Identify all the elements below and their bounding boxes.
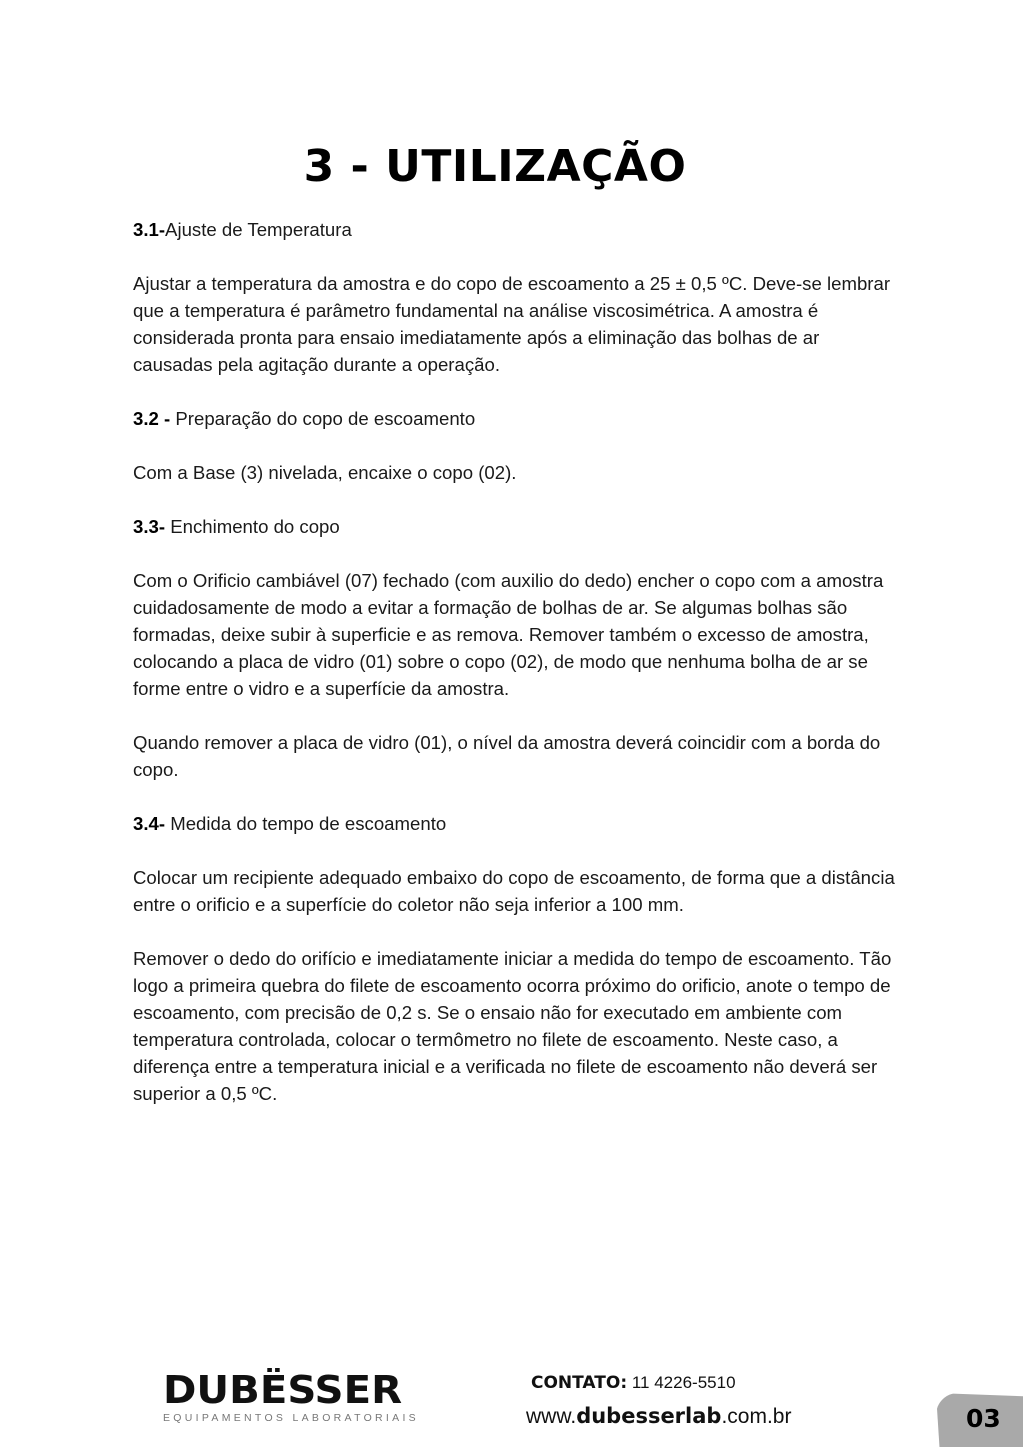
section-title: Enchimento do copo [170, 516, 340, 537]
paragraph: Colocar um recipiente adequado embaixo do copo de escoamento, de forma que a distância entre o orificio e a superfície do coletor não seja inferior a 100 mm. [133, 867, 895, 915]
contact-phone: 11 4226-5510 [631, 1373, 736, 1392]
section-title: Medida do tempo de escoamento [170, 813, 447, 834]
section-title: Preparação do copo de escoamento [175, 408, 476, 429]
section-heading-3-2 [133, 405, 903, 432]
section-heading-3-1 [133, 216, 903, 243]
company-logo [163, 1368, 419, 1424]
section-number: 3.4- [133, 813, 166, 834]
section-heading-3-3 [133, 513, 903, 540]
document-body [133, 216, 903, 1134]
section-heading-3-4 [133, 810, 903, 837]
section-number: 3.2 - [133, 408, 171, 429]
website-domain: dubesserlab [576, 1404, 722, 1428]
contact-info [531, 1373, 736, 1393]
paragraph: Quando remover a placa de vidro (01), o nível da amostra deverá coincidir com a borda do copo. [133, 732, 881, 780]
page-title: 3 - UTILIZAÇÃO [303, 141, 687, 193]
logo-tagline: EQUIPAMENTOS LABORATORIAIS [163, 1412, 419, 1424]
paragraph: Com o Orificio cambiável (07) fechado (com auxilio do dedo) encher o copo com a amostra cuidadosamente de modo a evitar a formação de bolhas de ar. Se algumas bolhas são formadas, deixe subir à superficie e as remova. Remover também o excesso de amostra, colocando a placa de vidro (01) sobre o copo (02), de modo que nenhuma bolha de ar se forme entre o vidro e a superfície da amostra. [133, 570, 884, 699]
website-link[interactable] [526, 1404, 791, 1429]
paragraph: Remover o dedo do orifício e imediatamente iniciar a medida do tempo de escoamento. Tão logo a primeira quebra do filete de escoamento ocorra próximo do orificio, anote o tempo de escoamento, com precisão de 0,2 s. Se o ensaio não for executado em ambiente com temperatura controlada, colocar o termômetro no filete de escoamento. Neste caso, a diferença entre a temperatura inicial e a verificada no filete de escoamento não deverá ser superior a 0,5 ºC. [133, 948, 892, 1104]
section-number: 3.3- [133, 516, 166, 537]
contact-label: CONTATO: [531, 1373, 628, 1393]
section-number: 3.1- [133, 219, 166, 240]
section-title: Ajuste de Temperatura [165, 219, 352, 240]
page-number: 03 [966, 1404, 1001, 1433]
logo-wordmark: DUBËSSER [163, 1368, 403, 1412]
paragraph: Com a Base (3) nivelada, encaixe o copo (02). [133, 462, 517, 483]
website-prefix: www. [526, 1405, 577, 1428]
paragraph: Ajustar a temperatura da amostra e do copo de escoamento a 25 ± 0,5 ºC. Deve-se lembrar que a temperatura é parâmetro fundamental na análise viscosimétrica. A amostra é considerada pronta para ensaio imediatamente após a eliminação das bolhas de ar causadas pela agitação durante a operação. [133, 273, 891, 375]
website-suffix: .com.br [721, 1405, 792, 1428]
